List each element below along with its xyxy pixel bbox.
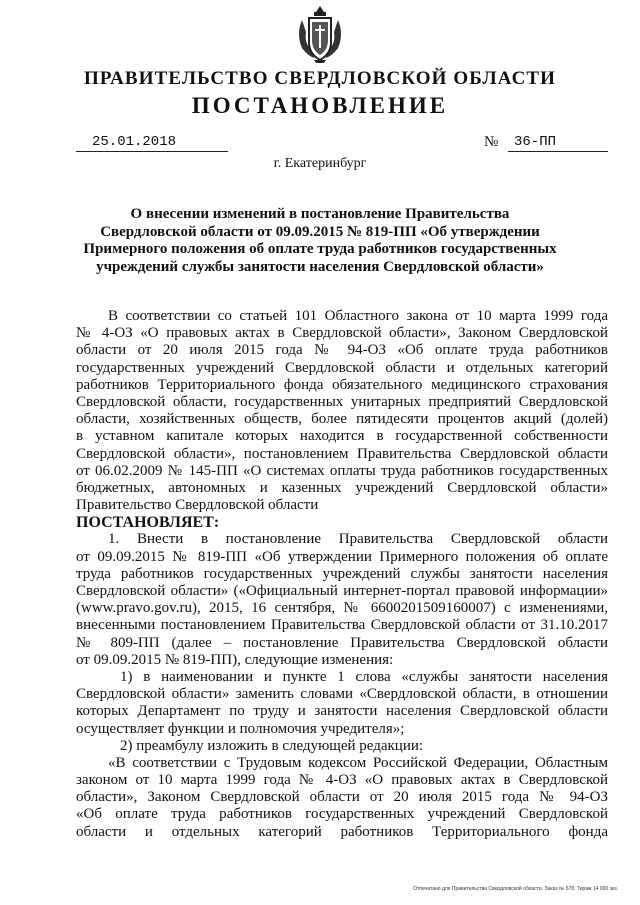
body-line: 1. Внести в постановление Правительства Свердловской области — [108, 531, 608, 548]
document-number: 36-ПП — [508, 134, 608, 152]
body-line: в уставном капитале которых находится в государственной собственности — [76, 428, 608, 445]
body-line: бюджетных, автономных и казенных учреждений Свердловской области» — [76, 479, 608, 496]
body-line: «Об оплате труда работников государственных учреждений Свердловской — [76, 806, 608, 823]
body-line: № 4-ОЗ «О правовых актах в Свердловской области», Законом Свердловской — [76, 325, 608, 342]
body-line: Свердловской области» («Официальный интернет-портал правовой информации» — [76, 583, 608, 599]
title-line: Примерного положения об оплате труда работников государственных — [83, 241, 557, 257]
body-line: В соответствии со статьей 101 Областного закона от 10 марта 1999 года — [108, 308, 608, 324]
body-line: 1) в наименовании и пункте 1 слова «службы занятости населения — [120, 668, 608, 685]
body-line: Свердловской области», постановлением Правительства Свердловской области — [76, 445, 608, 462]
body-line: области от 20 июля 2015 года № 94-ОЗ «Об оплате труда работников — [76, 342, 608, 359]
body-line: Свердловской области, государственных унитарных предприятий Свердловской — [76, 393, 608, 410]
body-line: Свердловской области» заменить словами «Свердловской области, в отношении — [76, 686, 608, 703]
body-line: законом от 10 марта 1999 года № 4-ОЗ «О правовых актах в Свердловской — [76, 772, 608, 789]
body-line: от 09.09.2015 № 819-ПП), следующие изменения: — [76, 651, 394, 668]
title-line: Свердловской области от 09.09.2015 № 819-ПП «Об утверждении — [100, 223, 540, 240]
document-type: ПОСТАНОВЛЕНИЕ — [191, 93, 449, 118]
body-line: области», Законом Свердловской области от 20 июля 2015 года № 94-ОЗ — [76, 789, 608, 806]
document-body — [76, 308, 608, 841]
body-line: Правительство Свердловской области — [76, 497, 319, 514]
print-footer: Отпечатано для Правительства Свердловской области. Заказ № 578. Тираж 14 000 экз. — [413, 886, 618, 892]
document-title — [80, 206, 560, 276]
body-line: государственных учреждений Свердловской области и отдельных категорий — [76, 359, 608, 376]
document-date: 25.01.2018 — [76, 134, 228, 152]
number-label: № — [484, 134, 499, 150]
resolves-heading: ПОСТАНОВЛЯЕТ: — [76, 514, 220, 532]
body-line: области, хозяйственных обществ, более пятидесяти процентов акций (долей) — [76, 411, 608, 428]
coat-of-arms-icon — [294, 4, 346, 64]
body-line: области и отдельных категорий работников Территориального фонда — [76, 823, 608, 840]
government-name: ПРАВИТЕЛЬСТВО СВЕРДЛОВСКОЙ ОБЛАСТИ — [83, 68, 557, 89]
body-line: осуществляет функции и полномочия учредителя»; — [76, 720, 405, 737]
body-line: от 06.02.2009 № 145-ПП «О системах оплаты труда работников государственных — [76, 462, 608, 479]
body-line: 2) преамбулу изложить в следующей редакции: — [120, 737, 424, 754]
body-line: работников Территориального фонда обязательного медицинского страхования — [76, 376, 608, 393]
body-line: внесенными постановлением Правительства Свердловской области от 31.10.2017 — [76, 617, 608, 634]
body-line: труда работников государственных учреждений службы занятости населения — [76, 565, 608, 582]
title-line: О внесении изменений в постановление Правительства — [130, 206, 510, 222]
city: г. Екатеринбург — [273, 156, 367, 171]
body-line: которых Департамент по труду и занятости населения Свердловской области — [76, 703, 608, 720]
body-line: от 09.09.2015 № 819-ПП «Об утверждении Примерного положения об оплате — [76, 548, 608, 565]
title-line: учреждений службы занятости населения Свердловской области» — [96, 258, 544, 275]
body-line: № 809-ПП (далее – постановление Правительства Свердловской области — [76, 634, 608, 651]
body-line: (www.pravo.gov.ru), 2015, 16 сентября, № 6600201509160007) с изменениями, — [76, 600, 608, 617]
body-line: «В соответствии с Трудовым кодексом Российской Федерации, Областным — [108, 754, 608, 771]
